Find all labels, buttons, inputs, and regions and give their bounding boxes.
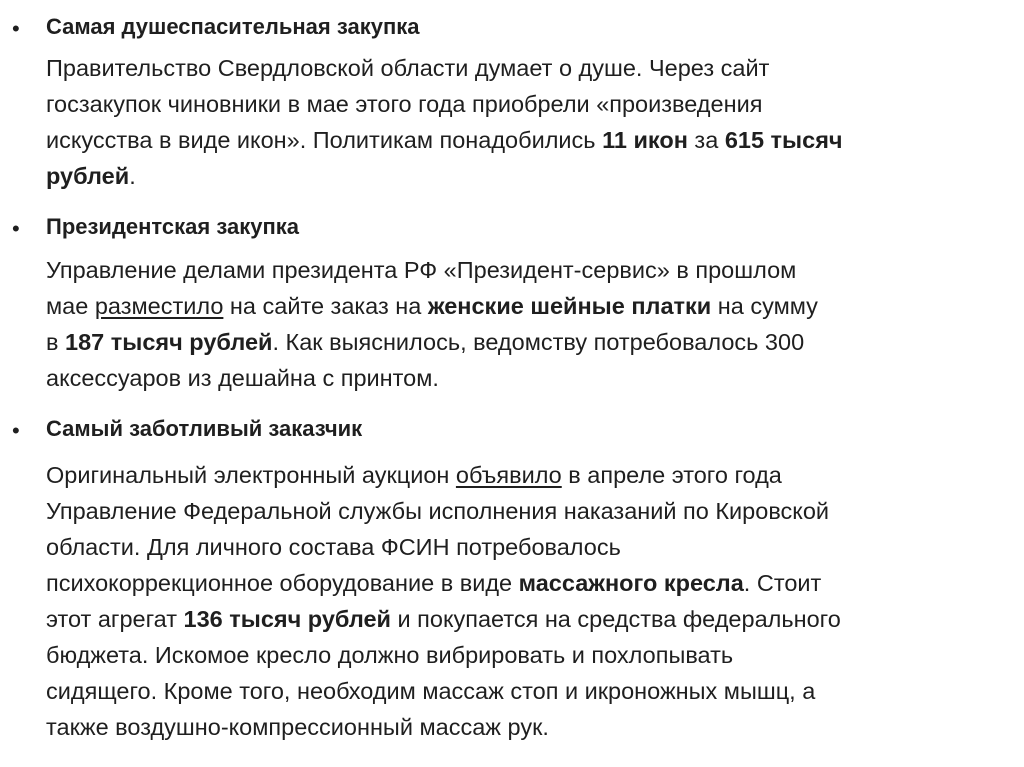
paragraph-line: Управление Федеральной службы исполнения наказаний по Кировской: [46, 498, 830, 524]
item-paragraph: [46, 252, 1021, 396]
paragraph-line: в 187 тысяч рублей. Как выяснилось, ведомству потребовалось 300: [46, 329, 805, 355]
bold-phrase: 187 тысяч рублей: [65, 329, 273, 355]
bold-phrase: массажного кресла: [518, 570, 744, 596]
paragraph-line: Управление делами президента РФ «Президент-сервис» в прошлом: [46, 257, 797, 283]
item-heading: Президентская закупка: [46, 214, 300, 239]
bullet-marker: •: [12, 216, 20, 241]
bold-phrase: женские шейные платки: [427, 293, 712, 319]
bold-phrase: 615 тысяч: [724, 127, 843, 153]
paragraph-line: психокоррекционное оборудование в виде массажного кресла. Стоит: [46, 570, 822, 596]
paragraph-line: также воздушно-компрессионный массаж рук.: [46, 714, 549, 740]
paragraph-line: аксессуаров из дешайна с принтом.: [46, 365, 439, 391]
paragraph-line: сидящего. Кроме того, необходим массаж стоп и икроножных мышц, а: [46, 678, 816, 704]
item-heading: Самая душеспасительная закупка: [46, 14, 420, 39]
bold-phrase: 136 тысяч рублей: [183, 606, 391, 632]
bold-phrase: рублей: [46, 163, 130, 189]
item-paragraph: [46, 50, 1021, 194]
paragraph-line: Правительство Свердловской области думает о душе. Через сайт: [46, 55, 770, 81]
paragraph-line: искусства в виде икон». Политикам понадобились 11 икон за 615 тысяч: [46, 127, 843, 153]
paragraph-line: Оригинальный электронный аукцион объявило в апреле этого года: [46, 462, 782, 488]
paragraph-line: рублей.: [46, 163, 136, 189]
underlined-link-word[interactable]: объявило: [455, 462, 562, 488]
paragraph-line: мае разместило на сайте заказ на женские шейные платки на сумму: [46, 293, 818, 319]
paragraph-line: этот агрегат 136 тысяч рублей и покупается на средства федерального: [46, 606, 841, 632]
underlined-link-word[interactable]: разместило: [94, 293, 224, 319]
paragraph-line: области. Для личного состава ФСИН потребовалось: [46, 534, 621, 560]
bold-phrase: 11 икон: [602, 127, 688, 153]
paragraph-line: госзакупок чиновники в мае этого года приобрели «произведения: [46, 91, 763, 117]
bullet-marker: •: [12, 418, 20, 443]
item-paragraph: [46, 457, 1021, 745]
paragraph-line: бюджета. Искомое кресло должно вибрировать и похлопывать: [46, 642, 734, 668]
bullet-marker: •: [12, 16, 20, 41]
item-heading: Самый заботливый заказчик: [46, 416, 363, 441]
